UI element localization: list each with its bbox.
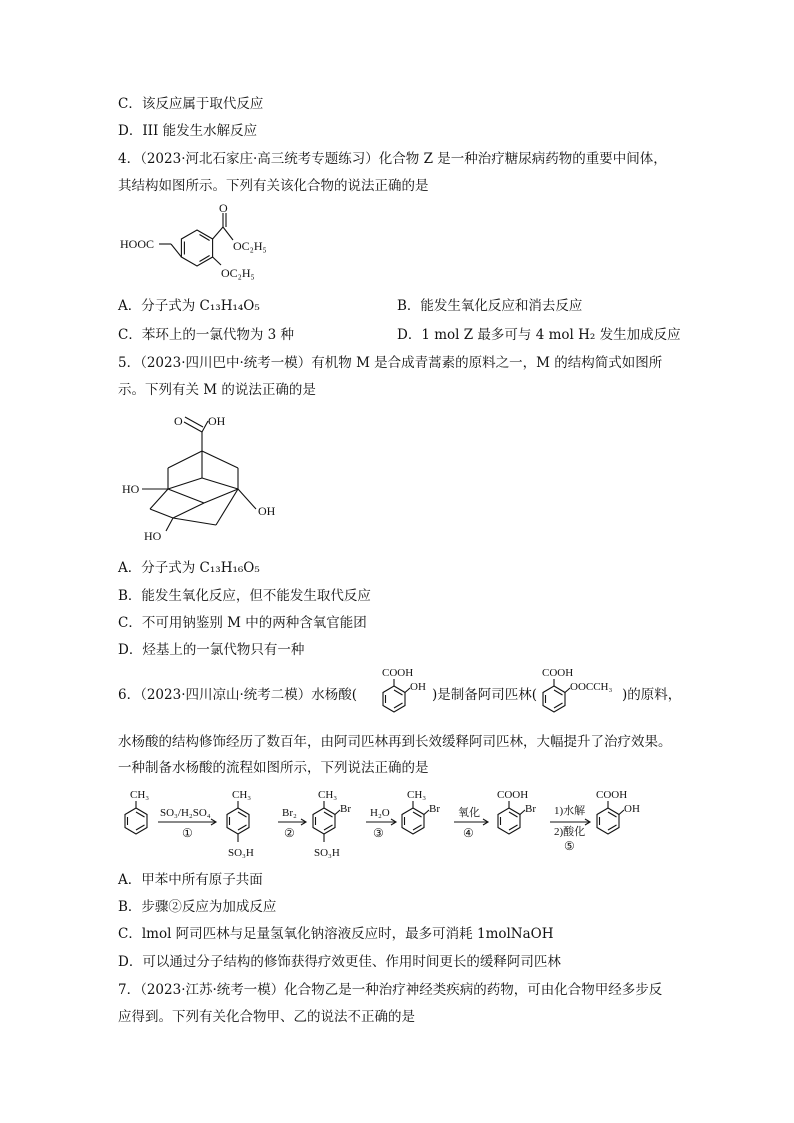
q6-step1-reagent: SO₃/H₂SO₄ bbox=[160, 807, 211, 819]
q6-int3-br-label: Br bbox=[429, 803, 440, 815]
q6-salicylic-cooh-label: COOH bbox=[382, 667, 414, 679]
q7-stem-line1: 7．（2023·江苏·统考一模）化合物乙是一种治疗神经类疾病的药物，可由化合物甲经多步反 bbox=[118, 982, 663, 998]
q5-carboxyl-oh-label: OH bbox=[208, 414, 226, 428]
q4-carbonyl-o-label: O bbox=[219, 201, 228, 215]
q4-option-b: B．能发生氧化反应和消去反应 bbox=[397, 298, 583, 314]
q6-option-d: D．可以通过分子结构的修饰获得疗效更佳、作用时间更长的缓释阿司匹林 bbox=[118, 954, 561, 970]
q6-int2-so3h-label: SO₃H bbox=[314, 847, 340, 859]
q6-step2-number: ② bbox=[284, 826, 295, 840]
q6-stem-part-a: 6．（2023·四川凉山·统考二模）水杨酸( bbox=[118, 687, 358, 703]
q6-step5-number: ⑤ bbox=[564, 839, 575, 853]
q6-aspirin-structure bbox=[532, 664, 632, 724]
q6-int4-cooh-label: COOH bbox=[497, 789, 529, 801]
q4-option-d: D．1 mol Z 最多可与 4 mol H₂ 发生加成反应 bbox=[397, 327, 681, 343]
q5-structure-compound-m bbox=[118, 405, 298, 545]
q4-option-c: C．苯环上的一氯代物为 3 种 bbox=[118, 327, 295, 343]
q6-step3-reagent: H₂O bbox=[370, 807, 390, 819]
q6-option-b: B．步骤②反应为加成反应 bbox=[118, 899, 277, 915]
q6-product-cooh-label: COOH bbox=[596, 789, 628, 801]
q6-stem-line2: 水杨酸的结构修饰经历了数百年，由阿司匹林再到长效缓释阿司匹林，大幅提升了治疗效果。 bbox=[118, 734, 672, 750]
q4-stem-line1: 4．（2023·河北石家庄·高三统考专题练习）化合物 Z 是一种治疗糖尿病药物的重要中间体， bbox=[118, 151, 667, 167]
q6-aspirin-oocch3-label: OOCCH₃ bbox=[570, 681, 613, 693]
q6-int2-ch3-label: CH₃ bbox=[318, 789, 338, 801]
q5-option-c: C．不可用钠鉴别 M 中的两种含氧官能团 bbox=[118, 615, 367, 631]
q6-option-c: C．lmol 阿司匹林与足量氢氧化钠溶液反应时，最多可消耗 1molNaOH bbox=[118, 926, 554, 942]
q5-right-oh-label: OH bbox=[258, 504, 276, 518]
q6-stem-part-b: )是制备阿司匹林( bbox=[432, 687, 538, 703]
q5-option-a: A．分子式为 C₁₃H₁₆O₅ bbox=[118, 560, 260, 576]
q6-step5-reagent-hydrolysis: 1)水解 bbox=[554, 805, 586, 817]
q6-salicylic-oh-label: OH bbox=[410, 681, 426, 693]
q6-step4-number: ④ bbox=[463, 826, 474, 840]
q6-salicylic-acid-structure bbox=[372, 664, 432, 724]
q4-structure-compound-z bbox=[115, 200, 295, 290]
q6-step2-reagent: Br₂ bbox=[282, 807, 297, 819]
q6-step3-number: ③ bbox=[373, 826, 384, 840]
q6-stem-line3: 一种制备水杨酸的流程如图所示，下列说法正确的是 bbox=[118, 760, 429, 776]
q5-stem-line1: 5．（2023·四川巴中·统考一模）有机物 M 是合成青蒿素的原料之一，M 的结构简式如图所 bbox=[118, 355, 663, 371]
q6-product-oh-label: OH bbox=[624, 803, 640, 815]
q4-hooc-label: HOOC bbox=[120, 237, 155, 251]
q5-bottom-ho-label: HO bbox=[144, 529, 162, 543]
q4-ether-oc2h5-label: OC₂H₅ bbox=[221, 266, 255, 280]
q6-aspirin-cooh-label: COOH bbox=[542, 667, 574, 679]
q7-stem-line2: 应得到。下列有关化合物甲、乙的说法不正确的是 bbox=[118, 1009, 415, 1025]
q6-int1-so3h-label: SO₃H bbox=[228, 847, 254, 859]
q4-option-a: A．分子式为 C₁₃H₁₄O₅ bbox=[118, 298, 260, 314]
q5-option-d: D．烃基上的一氯代物只有一种 bbox=[118, 642, 305, 658]
q6-int2-br-label: Br bbox=[340, 803, 351, 815]
q6-int3-ch3-label: CH₃ bbox=[407, 789, 427, 801]
q6-step5-reagent-acidify: 2)酸化 bbox=[554, 826, 586, 838]
q6-toluene-ch3-label: CH₃ bbox=[130, 789, 150, 801]
q6-int4-br-label: Br bbox=[525, 803, 536, 815]
q4-ester-oc2h5-label: OC₂H₅ bbox=[233, 239, 267, 253]
q5-carbonyl-o-label: O bbox=[174, 414, 183, 428]
q6-step1-number: ① bbox=[182, 826, 193, 840]
q3-option-c: C．该反应属于取代反应 bbox=[118, 96, 264, 112]
q5-stem-line2: 示。下列有关 M 的说法正确的是 bbox=[118, 382, 316, 398]
q6-reaction-scheme bbox=[118, 784, 698, 866]
q4-stem-line2: 其结构如图所示。下列有关该化合物的说法正确的是 bbox=[118, 178, 429, 194]
q5-option-b: B．能发生氧化反应，但不能发生取代反应 bbox=[118, 588, 371, 604]
q3-option-d: D．III 能发生水解反应 bbox=[118, 123, 258, 139]
q6-option-a: A．甲苯中所有原子共面 bbox=[118, 872, 263, 888]
q6-stem-part-c: )的原料， bbox=[622, 687, 682, 703]
q5-left-ho-label: HO bbox=[122, 482, 140, 496]
q6-step4-reagent: 氧化 bbox=[458, 807, 480, 819]
q6-int1-ch3-label: CH₃ bbox=[232, 789, 252, 801]
